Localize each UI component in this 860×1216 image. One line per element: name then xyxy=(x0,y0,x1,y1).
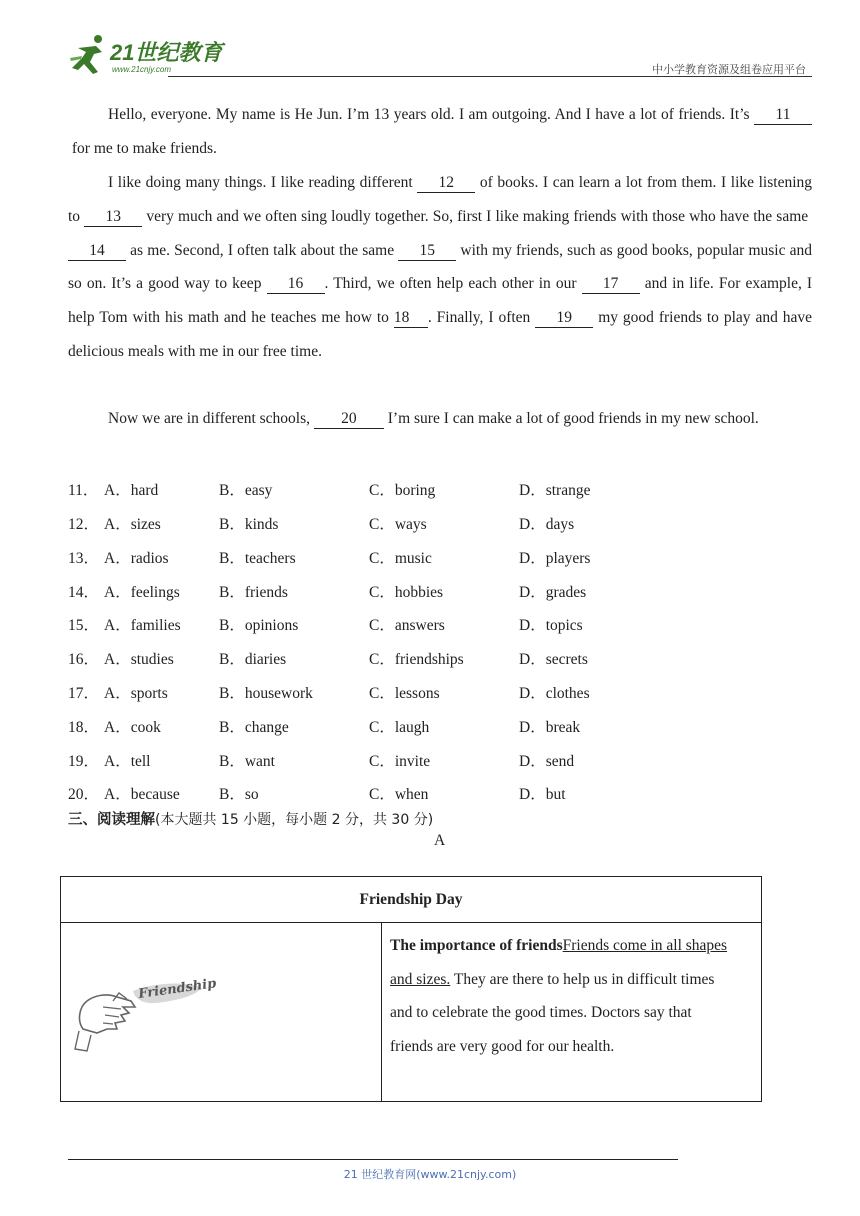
option-b[interactable]: B．housework xyxy=(219,685,313,702)
option-b[interactable]: B．want xyxy=(219,753,275,770)
section-title: 三、阅读理解 xyxy=(68,812,155,828)
option-d[interactable]: D．days xyxy=(519,516,575,533)
option-b[interactable]: B．friends xyxy=(219,584,288,601)
cloze-paragraph-3: Now we are in different schools, 20 I’m sure I can make a lot of good friends in my new school. xyxy=(108,410,759,427)
question-number: 17． xyxy=(68,685,100,702)
option-a[interactable]: A．hard xyxy=(104,482,159,499)
logo-url: www.21cnjy.com xyxy=(112,65,171,74)
question-number: 14． xyxy=(68,584,100,601)
question-number: 13． xyxy=(68,550,100,567)
runner-logo-icon xyxy=(68,32,112,76)
question-number: 11． xyxy=(68,482,99,499)
blank-20: 20 xyxy=(314,410,384,429)
option-c[interactable]: C．boring xyxy=(369,482,436,499)
option-b[interactable]: B．so xyxy=(219,786,259,803)
friendship-table xyxy=(60,876,762,1102)
blank-14: 14 xyxy=(68,242,126,261)
option-a[interactable]: A．because xyxy=(104,786,180,803)
option-c[interactable]: C．friendships xyxy=(369,651,464,668)
logo xyxy=(68,32,268,78)
table-cell-lead: The importance of friends xyxy=(390,937,563,954)
blank-13: 13 xyxy=(84,208,142,227)
page-header xyxy=(68,32,812,78)
footer-text[interactable]: 21 世纪教育网(www.21cnjy.com) xyxy=(343,1168,517,1181)
blank-12: 12 xyxy=(417,174,475,193)
option-d[interactable]: D．players xyxy=(519,550,591,567)
option-c[interactable]: C．answers xyxy=(369,617,445,634)
option-a[interactable]: A．cook xyxy=(104,719,161,736)
table-cell-body: They are there to help us in difficult times and to celebrate the good times. Doctors say that friends are very good for our health. xyxy=(390,970,715,1055)
option-a[interactable]: A．sports xyxy=(104,685,168,702)
option-c[interactable]: C．when xyxy=(369,786,429,803)
cloze-paragraph-1: Hello, everyone. My name is He Jun. I’m 13 years old. I am outgoing. And I have a lot of friends. It’s 11 for me to make friends. xyxy=(68,98,812,166)
blank-11: 11 xyxy=(754,106,812,125)
question-number: 16． xyxy=(68,651,100,668)
friendship-image-label: Friendship xyxy=(137,976,218,1002)
option-c[interactable]: C．hobbies xyxy=(369,584,444,601)
option-a[interactable]: A．feelings xyxy=(104,584,180,601)
section-heading xyxy=(68,808,433,829)
option-c[interactable]: C．music xyxy=(369,550,432,567)
option-b[interactable]: B．teachers xyxy=(219,550,296,567)
question-number: 18． xyxy=(68,719,100,736)
passage-label: A xyxy=(434,832,446,849)
blank-15: 15 xyxy=(398,242,456,261)
option-d[interactable]: D．clothes xyxy=(519,685,590,702)
option-c[interactable]: C．ways xyxy=(369,516,427,533)
option-c[interactable]: C．invite xyxy=(369,753,431,770)
question-number: 20． xyxy=(68,786,100,803)
option-b[interactable]: B．diaries xyxy=(219,651,287,668)
table-column-divider xyxy=(381,922,382,1101)
friendship-handshake-image xyxy=(73,976,218,1057)
blank-17: 17 xyxy=(582,275,640,294)
question-number: 12． xyxy=(68,516,100,533)
option-d[interactable]: D．topics xyxy=(519,617,583,634)
option-a[interactable]: A．radios xyxy=(104,550,169,567)
option-d[interactable]: D．strange xyxy=(519,482,591,499)
option-d[interactable]: D．secrets xyxy=(519,651,588,668)
option-b[interactable]: B．easy xyxy=(219,482,273,499)
option-a[interactable]: A．families xyxy=(104,617,181,634)
table-cell-underlined: Friends come in all shapes and sizes. xyxy=(390,937,728,988)
option-d[interactable]: D．break xyxy=(519,719,581,736)
option-c[interactable]: C．laugh xyxy=(369,719,430,736)
blank-18: 18 xyxy=(394,309,428,328)
option-d[interactable]: D．send xyxy=(519,753,575,770)
logo-text: 21世纪教育 xyxy=(110,40,223,65)
section-subtitle: (本大题共 15 小题，每小题 2 分，共 30 分) xyxy=(155,812,434,828)
footer-divider xyxy=(68,1159,678,1160)
option-d[interactable]: D．but xyxy=(519,786,566,803)
cloze-paragraph-2: I like doing many things. I like reading different 12 of books. I can learn a lot from them. I like listening to 13 very much and we often sing loudly together. So, first I like making friends with those who have the same 14 as me. Second, I often talk about the same 15 with my friends, such as good books, popular music and so on. It’s a good way to keep 16 . Third, we often help each other in our 17 and in life. For example, I help Tom with his math and he teaches me how to 18 . Finally, I often 19 my good friends to play and have delicious meals with me in our free time. xyxy=(68,174,813,360)
option-b[interactable]: B．kinds xyxy=(219,516,279,533)
blank-16: 16 xyxy=(267,275,325,294)
handshake-icon xyxy=(73,976,218,1057)
table-heading: Friendship Day xyxy=(61,877,761,923)
table-text-cell xyxy=(390,929,730,1063)
question-number: 19． xyxy=(68,753,100,770)
platform-label: 中小学教育资源及组卷应用平台 xyxy=(652,63,806,76)
option-c[interactable]: C．lessons xyxy=(369,685,440,702)
option-b[interactable]: B．change xyxy=(219,719,289,736)
option-a[interactable]: A．studies xyxy=(104,651,174,668)
header-divider xyxy=(168,76,812,77)
option-d[interactable]: D．grades xyxy=(519,584,587,601)
option-a[interactable]: A．tell xyxy=(104,753,151,770)
question-number: 15． xyxy=(68,617,100,634)
option-a[interactable]: A．sizes xyxy=(104,516,161,533)
blank-19: 19 xyxy=(535,309,593,328)
option-b[interactable]: B．opinions xyxy=(219,617,299,634)
